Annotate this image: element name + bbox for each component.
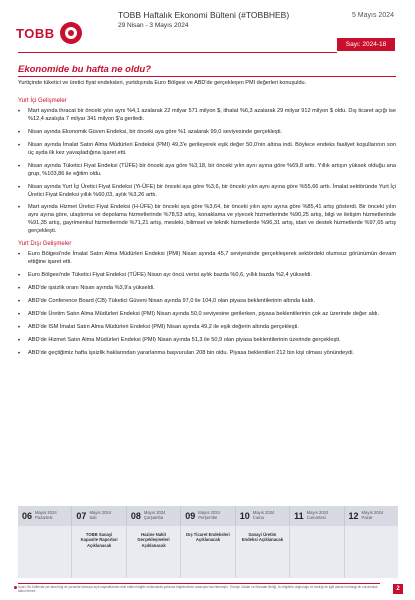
calendar-day — [18, 506, 72, 526]
list-item: • Euro Bölgesi'nde Tüketici Fiyat Endeksi (TÜFE) Nisan ayı öncü verisi aylık bazda %0,6, yıllık bazda %2,4 yükseldi. — [18, 272, 396, 280]
day-weekday: Pazartesi — [35, 515, 53, 520]
bulletin-title: TOBB Haftalık Ekonomi Bülteni (#TOBBHEB) — [118, 10, 290, 20]
calendar-event: TOBB Sanayi Kapasite Raporları Açıklanacak — [80, 532, 118, 548]
title-block — [118, 10, 289, 29]
list-item: • Nisan ayında İmalat Satın Alma Müdürleri Endeksi (PMI) 49,3'e gerileyerek eşik değer 50,0'nin altına indi. Böylece endeks faaliyet koşullarının son üç ayda ilk kez yavaşladığına işaret etti. — [18, 142, 396, 158]
day-weekday: Çarşamba — [143, 515, 164, 520]
list-item: • ABD'de ISM İmalat Satın Alma Müdürleri Endeksi (PMI) Nisan ayında 49,2 ile eşik değerin altında gerçekleşti. — [18, 324, 396, 332]
day-number: 09 — [185, 511, 196, 521]
list-item: • Nisan ayında Ekonomik Güven Endeksi, bir önceki aya göre %1 azalarak 99,0 seviyesinde gerçekleşti. — [18, 129, 396, 137]
day-month: Mayıs 2024 — [252, 510, 275, 516]
calendar-day — [236, 506, 290, 526]
issue-badge: Sayı: 2024-18 — [337, 38, 395, 51]
day-number: 06 — [22, 511, 33, 521]
list-item: • Nisan ayında Yurt İçi Üretici Fiyat Endeksi (Yi-ÜFE) bir önceki aya göre %3,6, bir önceki yılın aynı ayına göre %55,66 arttı. İmalat sektöründe Yurt İçi Üretici Fiyat Endeksi yıllık %60,03, aylık %3,26 arttı. — [18, 184, 396, 200]
section-intro: Yurtiçinde tüketici ve üretici fiyat endeksleri, yurtdışında Euro Bölgesi ve ABD'de gerçekleşen PMI değerleri konuşuldu. — [18, 80, 307, 86]
page-number: 2 — [393, 584, 403, 594]
domestic-list — [18, 108, 396, 236]
page-header — [0, 0, 415, 60]
day-month: Mayıs 2024 — [361, 510, 384, 516]
foreign-list — [18, 251, 396, 357]
day-weekday: Salı — [89, 515, 97, 520]
list-item: • ABD'de işsizlik oranı Nisan ayında %3,9'a yükseldi. — [18, 285, 396, 293]
list-item: • Mart ayında Hizmet Üretici Fiyat Endeksi (H-ÜFE) bir önceki aya göre %3,64, bir önceki yılın aynı ayına göre %85,41 artış gösterdi. Bir önceki yılın aynı ayına göre, ulaştırma ve depolama hizmetlerinde %78,53 artış, konaklama ve yiyecek hizmetlerinde %90,25 artış, bilgi ve iletişim hizmetlerinde %91,35 artış, gayrimenkul hizmetlerinde %71,21 artış, mesleki, bilimsel ve teknik hizmetlerde %96,31 artış, idari ve destek hizmetlerde %97,65 artış gerçekleşti. — [18, 204, 396, 236]
day-month: Mayıs 2024 — [35, 510, 57, 516]
calendar-cell — [236, 526, 290, 578]
tobb-logo — [16, 22, 86, 46]
calendar-body — [18, 526, 398, 578]
weekly-calendar — [18, 506, 398, 578]
bulletin-period: 29 Nisan - 3 Mayıs 2024 — [118, 22, 189, 29]
logo-text: TOBB — [16, 26, 55, 41]
day-month: Mayıs 2024 — [306, 510, 329, 516]
day-weekday: Cuma — [252, 515, 264, 520]
calendar-cell — [18, 526, 72, 578]
day-number: 07 — [76, 511, 87, 521]
calendar-day — [345, 506, 398, 526]
calendar-cell — [181, 526, 235, 578]
publish-date: 5 Mayıs 2024 — [351, 12, 394, 19]
calendar-cell — [72, 526, 126, 578]
day-month: Mayıs 2024 — [143, 510, 166, 516]
day-number: 12 — [348, 511, 359, 521]
footer-disclaimer: Uyarı: Bu bültende yer alan bilgi ve yorumlar kamuya açık kaynaklardan elde edilen bilgiler kullanılarak yalnızca bilgilendirme amacıyla hazırlanmıştır. Türkiye Odalar ve Borsalar Birliği, bu bilgilerin doğruluğu ve tamlığı ile ilgili olarak herhangi bir sorumluluk kabul etmez. — [18, 585, 378, 594]
list-item: • Euro Bölgesi'nde İmalat Satın Alma Müdürleri Endeksi (PMI) Nisan ayında 45,7 seviyesinde gerçekleşerek sektördeki olumsuz görünümün devam ettiğine işaret etti. — [18, 251, 396, 267]
calendar-event: Sanayi Üretim Endeksi Açıklanacak — [241, 532, 284, 543]
calendar-header — [18, 506, 398, 526]
main-content — [18, 64, 396, 363]
emblem-icon — [60, 22, 82, 44]
calendar-event: Dış Ticaret Endeksleri Açıklanacak — [186, 532, 230, 543]
day-weekday: Pazar — [361, 515, 373, 520]
warning-icon — [14, 586, 17, 589]
calendar-day — [181, 506, 235, 526]
list-item: • Nisan ayında Tüketici Fiyat Endeksi (TÜFE) bir önceki aya göre %3,18, bir önceki yılın aynı ayına göre %69,8 arttı. Yıllık artışın yüksek olduğu ana grup, %103,86 ile eğitim oldu. — [18, 163, 396, 179]
calendar-day — [290, 506, 344, 526]
day-number: 10 — [239, 511, 250, 521]
calendar-day — [127, 506, 181, 526]
calendar-cell — [345, 526, 398, 578]
day-month: Mayıs 2024 — [89, 510, 112, 516]
list-item: • ABD'de geçtiğimiz hafta işsizlik haklarından yararlanma başvuruları 208 bin oldu. Piyasa beklentileri 212 bin kişi olması yönündeydi. — [18, 350, 396, 358]
list-item: • ABD'de Üretim Satın Alma Müdürleri Endeksi (PMI) Nisan ayında 50,0 seviyesine gerilerken, piyasa beklentilerinin çok az üzerinde değer aldı. — [18, 311, 396, 319]
domestic-heading: Yurt İçi Gelişmeler — [18, 98, 67, 104]
list-item: • ABD'de Conference Board (CB) Tüketici Güveni Nisan ayında 97,0 ile 104,0 olan piyasa beklentilerinin altında kaldı. — [18, 298, 396, 306]
calendar-cell — [290, 526, 344, 578]
day-weekday: Cumartesi — [306, 515, 326, 520]
calendar-cell — [127, 526, 181, 578]
section-title: Ekonomide bu hafta ne oldu? — [18, 64, 396, 77]
day-number: 08 — [130, 511, 141, 521]
day-month: Mayıs 2024 — [198, 510, 220, 516]
list-item: • ABD'de Hizmet Satın Alma Müdürleri Endeksi (PMI) Nisan ayında 51,3 ile 50,9 olan piyasa beklentilerinin üzerinde gerçekleşti. — [18, 337, 396, 345]
header-divider — [18, 52, 337, 53]
day-number: 11 — [294, 511, 304, 521]
calendar-event: Hazine Nakit Gerçekleşmeleri Açıklanacak — [137, 532, 170, 548]
foreign-heading: Yurt Dışı Gelişmeler — [18, 241, 72, 248]
footer-divider — [18, 583, 380, 584]
calendar-day — [72, 506, 126, 526]
day-weekday: Perşembe — [198, 515, 218, 520]
list-item: • Mart ayında ihracat bir önceki yılın aynı %4,1 azalarak 22 milyar 571 milyon $, ithalat %6,3 azalarak 29 milyar 912 milyon $ oldu. Dış ticaret açığı ise %12,4 azalışla 7 milyar 341 milyon $'a geriledi. — [18, 108, 396, 124]
